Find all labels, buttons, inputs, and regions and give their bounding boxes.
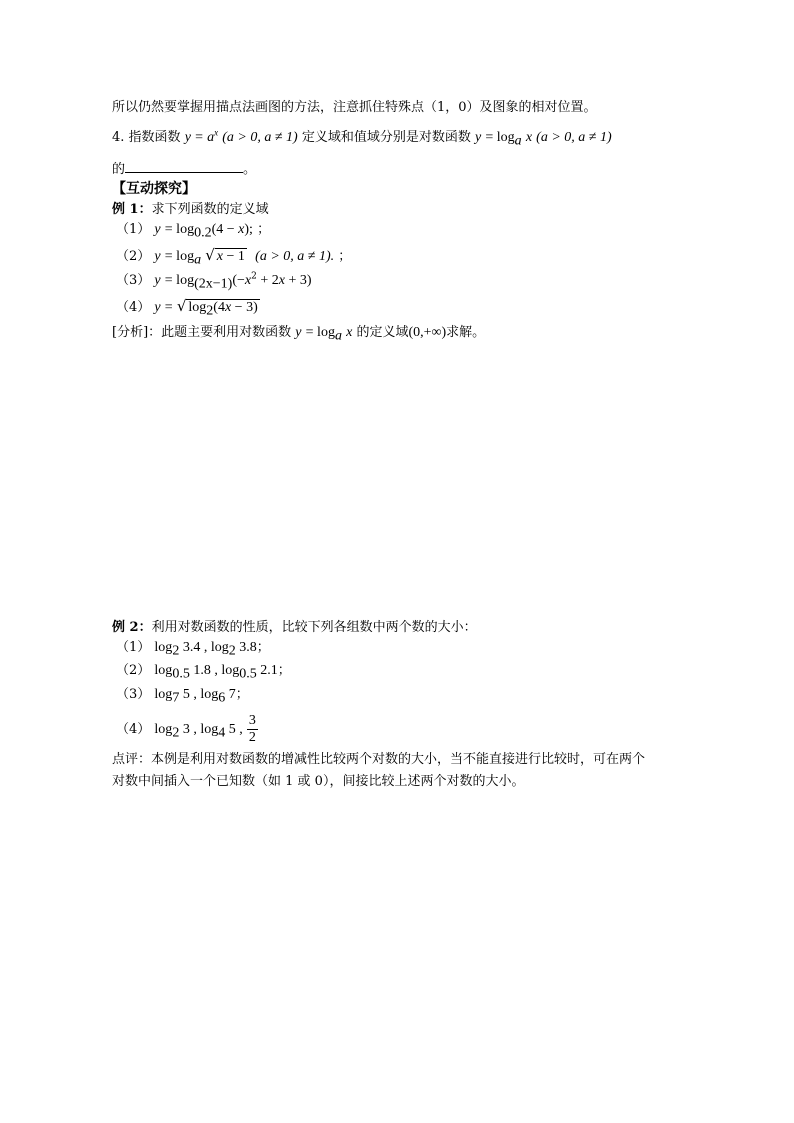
example-2-title: 利用对数函数的性质，比较下列各组数中两个数的大小： [151,620,477,635]
example-1-heading [112,201,269,219]
answer-blank [125,159,243,173]
example-1-analysis: [分析]：此题主要利用对数函数 $y = \log_a x$ 的定义域(0,+∞)求解。 [112,325,486,344]
example-2-item-3: （3） $\log_7 5$ , $\log_6 7$； [116,687,249,706]
example-1-title: 求下列函数的定义域 [151,202,269,217]
example-2-item-4: （4） $\log_2 3$ , $\log_4 5$ , $\frac{3}{2}$ [116,713,256,745]
item-4-lead: 指数函数 [128,130,181,145]
item-4-end: 。 [243,162,257,177]
example-2-heading [112,619,477,637]
example-2-item-1: （1） $\log_2 3.4$ , $\log_2 3.8$； [116,640,270,659]
item-4-line: 4. 指数函数 $y = a^x$ (a > 0, a ≠ 1) 定义域和值域分别是对数函数 $y = \log_a x$ (a > 0, a ≠ 1) [112,127,612,149]
example-1-item-3: （3） $y = \log_{(2x-1)}(-x^2 + 2x + 3)$ [116,271,312,292]
example-2-comment-line-1: 点评：本例是利用对数函数的增减性比较两个对数的大小，当不能直接进行比较时，可在两个 [112,752,646,767]
item-4-mid: 定义域和值域分别是对数函数 [301,130,471,145]
item-4-blank-line [112,159,256,179]
item-4-condition-1: (a > 0, a ≠ 1) [222,130,298,145]
item-4-tail: 的 [112,162,126,177]
item-4-number: 4. [112,130,125,145]
item-4-condition-2: (a > 0, a ≠ 1) [536,130,612,145]
section-title: 【互动探究】 [112,181,196,197]
example-2-item-2: （2） $\log_{0.5} 1.8$ , $\log_{0.5} 2.1$； [116,663,291,682]
example-1-item-4: （4） y = √ $\log_2(4x - 3)$ [116,297,258,319]
example-2-comment-line-2: 对数中间插入一个已知数（如 1 或 0），间接比较上述两个对数的大小。 [112,774,525,789]
intro-line: 所以仍然要掌握用描点法画图的方法，注意抓住特殊点（1，0）及图象的相对位置。 [112,100,597,115]
example-2-label: 例 2： [112,620,152,635]
example-1-item-2: （2） $y = \log_a$ √ x − 1 (a > 0, a ≠ 1). ； [116,246,352,268]
fraction-three-halves: $\frac{3}{2}$ [248,713,256,745]
example-1-item-1: （1） $y = \log_{0.2}(4 - x)$; ； [116,222,271,241]
example-1-label: 例 1： [112,202,152,217]
